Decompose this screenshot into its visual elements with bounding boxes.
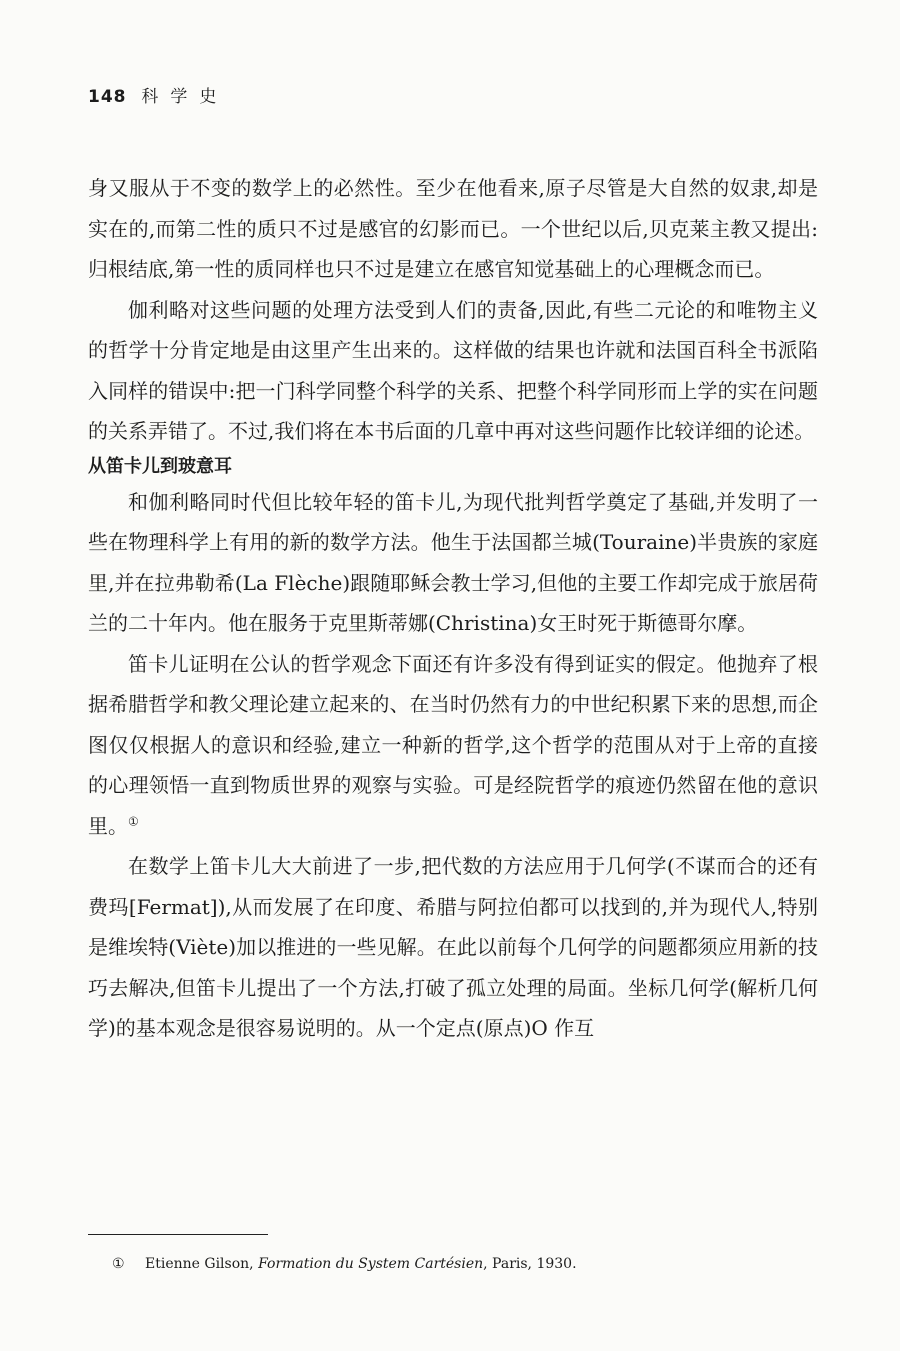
footnote-rest: , Paris, 1930.	[483, 1256, 577, 1272]
footnote-reference: ①	[128, 813, 139, 828]
body-text	[88, 168, 818, 1049]
paragraph-1: 身又服从于不变的数学上的必然性。至少在他看来,原子尽管是大自然的奴隶,却是实在的,而第二性的质只不过是感官的幻影而已。一个世纪以后,贝克莱主教又提出:归根结底,第一性的质同样也只不过是建立在感官知觉基础上的心理概念而已。	[88, 176, 818, 281]
footnote-author: Etienne Gilson,	[145, 1256, 254, 1272]
page-number: 148	[88, 87, 127, 107]
paragraph-3: 和伽利略同时代但比较年轻的笛卡儿,为现代批判哲学奠定了基础,并发明了一些在物理科学上有用的新的数学方法。他生于法国都兰城(Touraine)半贵族的家庭里,并在拉弗勒希(La Flèche)跟随耶稣会教士学习,但他的主要工作却完成于旅居荷兰的二十年内。他在服务于克里斯蒂娜(Christina)女王时死于斯德哥尔摩。	[88, 489, 818, 635]
paragraph-5: 在数学上笛卡儿大大前进了一步,把代数的方法应用于几何学(不谋而合的还有费玛[Fermat]),从而发展了在印度、希腊与阿拉伯都可以找到的,并为现代人,特别是维埃特(Viète)加以推进的一些见解。在此以前每个几何学的问题都须应用新的技巧去解决,但笛卡儿提出了一个方法,打破了孤立处理的局面。坐标几何学(解析几何学)的基本观念是很容易说明的。从一个定点(原点)O 作互	[88, 854, 818, 1040]
paragraph-2: 伽利略对这些问题的处理方法受到人们的责备,因此,有些二元论的和唯物主义的哲学十分肯定地是由这里产生出来的。这样做的结果也许就和法国百科全书派陷入同样的错误中:把一门科学同整个科学的关系、把整个科学同形而上学的实在问题的关系弄错了。不过,我们将在本书后面的几章中再对这些问题作比较详细的论述。	[88, 297, 818, 443]
paragraph-4-text: 笛卡儿证明在公认的哲学观念下面还有许多没有得到证实的假定。他抛弃了根据希腊哲学和教父理论建立起来的、在当时仍然有力的中世纪积累下来的思想,而企图仅仅根据人的意识和经验,建立一种新的哲学,这个哲学的范围从对于上帝的直接的心理领悟一直到物质世界的观察与实验。可是经院哲学的痕迹仍然留在他的意识里。	[88, 651, 818, 838]
footnote-divider	[88, 1234, 268, 1235]
section-heading: 从笛卡儿到玻意耳	[88, 455, 232, 477]
footnote	[112, 1254, 812, 1274]
paragraph-4	[88, 644, 818, 847]
book-title: 科学史	[141, 87, 229, 107]
footnote-mark: ①	[112, 1256, 125, 1272]
footnote-title: Formation du System Cartésien	[258, 1256, 484, 1272]
page-header	[88, 82, 228, 107]
